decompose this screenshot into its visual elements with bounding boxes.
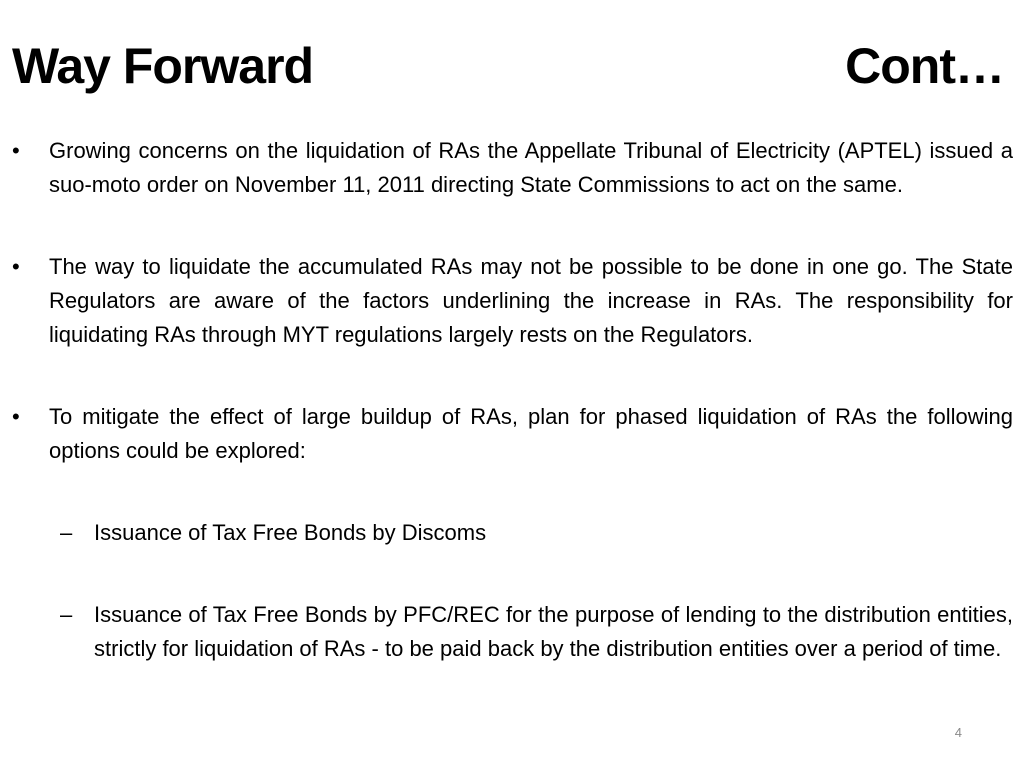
slide-title: Way Forward xyxy=(12,38,314,94)
slide-title-bar xyxy=(12,30,1004,102)
sub-bullet-item xyxy=(12,516,1013,550)
dash-mark: – xyxy=(60,520,73,545)
bullet-item xyxy=(12,134,1013,202)
slide-title-continued: Cont… xyxy=(845,38,1004,94)
slide-number: 4 xyxy=(954,725,962,740)
bullet-text: The way to liquidate the accumulated RAs may not be possible to be done in one go. The State Regulators are aware of the factors underlining the increase in RAs. The responsibility for liquidating RAs through MYT regulations largely rests on the Regulators. xyxy=(49,254,1013,347)
sub-bullet-item xyxy=(12,598,1013,666)
bullet-text: To mitigate the effect of large buildup of RAs, plan for phased liquidation of RAs the following options could be explored: xyxy=(49,404,1013,463)
dash-mark: – xyxy=(60,602,73,627)
slide-body xyxy=(12,134,1013,714)
bullet-text: Growing concerns on the liquidation of RAs the Appellate Tribunal of Electricity (APTEL) issued a suo-moto order on November 11, 2011 directing State Commissions to act on the same. xyxy=(49,138,1013,197)
bullet-item xyxy=(12,400,1013,468)
sub-bullet-text: Issuance of Tax Free Bonds by Discoms xyxy=(94,520,487,545)
bullet-mark: • xyxy=(12,254,20,279)
bullet-mark: • xyxy=(12,138,20,163)
bullet-mark: • xyxy=(12,404,20,429)
sub-bullet-text: Issuance of Tax Free Bonds by PFC/REC for the purpose of lending to the distribution entities, strictly for liquidation of RAs - to be paid back by the distribution entities over a period of time. xyxy=(94,602,1013,661)
bullet-item xyxy=(12,250,1013,352)
